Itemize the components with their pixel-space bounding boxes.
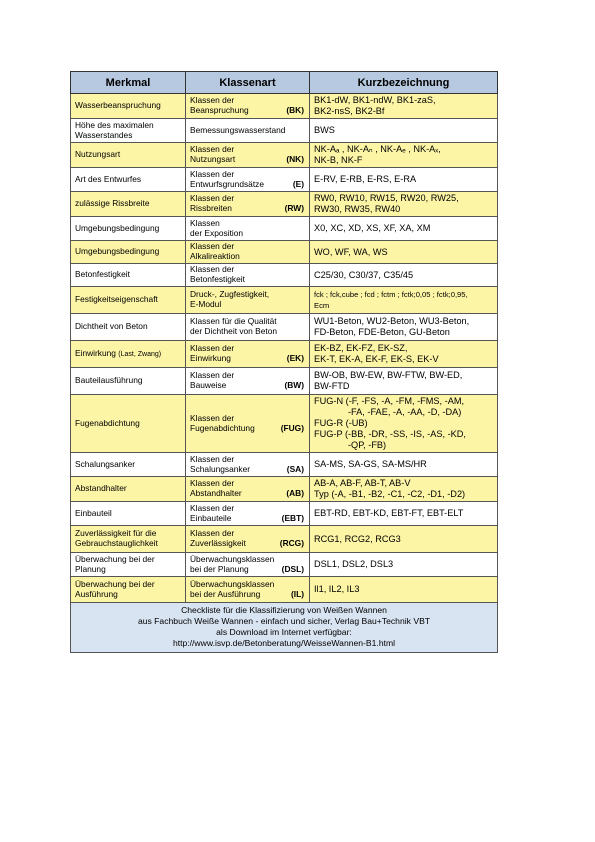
merkmal-cell bbox=[71, 341, 186, 368]
kurzbezeichnung-line: C25/30, C30/37, C35/45 bbox=[314, 269, 414, 280]
kurzbezeichnung-cell bbox=[310, 217, 498, 241]
kurzbezeichnung-line: NK-B, NK-F bbox=[314, 155, 363, 165]
kurzbezeichnung-cell bbox=[310, 264, 498, 287]
kurzbezeichnung-line: BK2-nsS, BK2-Bf bbox=[314, 106, 385, 116]
class-abbreviation: (RCG) bbox=[279, 538, 304, 548]
klassenart-line: Betonfestigkeit bbox=[190, 274, 245, 284]
klassenart-line: E-Modul bbox=[190, 299, 222, 309]
klassenart-line: Abstandhalter bbox=[190, 488, 242, 498]
class-abbreviation: (E) bbox=[292, 178, 304, 189]
header-merkmal: Merkmal bbox=[71, 72, 186, 94]
kurzbezeichnung-cell bbox=[310, 453, 498, 477]
klassenart-line: Klassen der bbox=[190, 478, 235, 489]
kurzbezeichnung-cell bbox=[310, 143, 498, 168]
klassenart-cell bbox=[186, 119, 310, 143]
kurzbezeichnung-cell bbox=[310, 502, 498, 526]
table-row bbox=[71, 287, 498, 314]
merkmal-text: Umgebungsbedingung bbox=[75, 246, 160, 257]
footer-line: als Download im Internet verfügbar: bbox=[216, 627, 352, 637]
klassenart-line: Klassen der bbox=[190, 95, 235, 106]
merkmal-cell bbox=[71, 94, 186, 119]
kurzbezeichnung-line: Typ (-A, -B1, -B2, -C1, -C2, -D1, -D2) bbox=[314, 489, 466, 499]
header-klassenart: Klassenart bbox=[186, 72, 310, 94]
klassenart-line: Bemessungswasserstand bbox=[190, 124, 286, 135]
kurzbezeichnung-cell bbox=[310, 94, 498, 119]
klassenart-cell bbox=[186, 241, 310, 264]
klassenart-line: Klassen der bbox=[190, 412, 235, 423]
kurzbezeichnung-cell bbox=[310, 192, 498, 217]
klassenart-cell bbox=[186, 94, 310, 119]
merkmal-cell bbox=[71, 143, 186, 168]
klassenart-cell bbox=[186, 217, 310, 241]
klassenart-line: bei der Planung bbox=[190, 563, 249, 574]
klassenart-line: Überwachungsklassen bbox=[190, 578, 275, 589]
table-row bbox=[71, 526, 498, 553]
klassenart-line: Rissbreiten bbox=[190, 203, 232, 213]
table-row bbox=[71, 395, 498, 453]
table-row bbox=[71, 453, 498, 477]
table-row bbox=[71, 264, 498, 287]
merkmal-cell bbox=[71, 217, 186, 241]
merkmal-text: Art des Entwurfes bbox=[75, 173, 142, 184]
kurzbezeichnung-line: RCG1, RCG2, RCG3 bbox=[314, 533, 401, 544]
table-row bbox=[71, 341, 498, 368]
klassenart-cell bbox=[186, 577, 310, 603]
table-row bbox=[71, 94, 498, 119]
table-row bbox=[71, 477, 498, 502]
table-row bbox=[71, 241, 498, 264]
klassenart-line: Einbauteile bbox=[190, 512, 232, 523]
merkmal-cell bbox=[71, 553, 186, 577]
merkmal-cell bbox=[71, 368, 186, 395]
klassenart-cell bbox=[186, 314, 310, 341]
table-header-row bbox=[71, 72, 498, 94]
kurzbezeichnung-line: -FA, -FAE, -A, -AA, -D, -DA) bbox=[348, 407, 462, 417]
klassenart-line: Druck-, Zugfestigkeit, bbox=[190, 289, 270, 300]
merkmal-cell bbox=[71, 577, 186, 603]
klassenart-cell bbox=[186, 341, 310, 368]
class-abbreviation: (DSL) bbox=[281, 563, 304, 574]
kurzbezeichnung-line: FUG-P (-BB, -DR, -SS, -IS, -AS, -KD, bbox=[314, 429, 466, 439]
klassenart-line: Alkalireaktion bbox=[190, 251, 240, 261]
merkmal-text: Abstandhalter bbox=[75, 483, 127, 494]
klassenart-line: Überwachungsklassen bbox=[190, 553, 275, 564]
klassenart-cell bbox=[186, 502, 310, 526]
merkmal-text: Überwachung bei der Ausführung bbox=[75, 578, 155, 599]
klassenart-line: Nutzungsart bbox=[190, 154, 236, 164]
kurzbezeichnung-line: DSL1, DSL2, DSL3 bbox=[314, 559, 394, 569]
kurzbezeichnung-cell bbox=[310, 341, 498, 368]
table-row bbox=[71, 314, 498, 341]
kurzbezeichnung-cell bbox=[310, 526, 498, 553]
checklist-footer bbox=[71, 603, 498, 653]
klassenart-line: Fugenabdichtung bbox=[190, 422, 255, 433]
kurzbezeichnung-cell bbox=[310, 287, 498, 314]
kurzbezeichnung-cell bbox=[310, 553, 498, 577]
class-abbreviation: (NK) bbox=[286, 154, 304, 164]
table-body bbox=[71, 94, 498, 603]
table-row bbox=[71, 192, 498, 217]
kurzbezeichnung-line: FUG-N (-F, -FS, -A, -FM, -FMS, -AM, bbox=[314, 396, 465, 406]
klassenart-line: Klassen der bbox=[190, 370, 235, 381]
klassenart-cell bbox=[186, 287, 310, 314]
kurzbezeichnung-line: EK-T, EK-A, EK-F, EK-S, EK-V bbox=[314, 354, 439, 364]
klassenart-line: Klassen der bbox=[190, 528, 235, 539]
klassenart-line: der Dichtheit von Beton bbox=[190, 326, 278, 336]
klassenart-line: Klassen der bbox=[190, 144, 235, 155]
merkmal-cell bbox=[71, 477, 186, 502]
class-abbreviation: (IL) bbox=[290, 588, 304, 599]
merkmal-cell bbox=[71, 502, 186, 526]
kurzbezeichnung-cell bbox=[310, 241, 498, 264]
klassenart-cell bbox=[186, 526, 310, 553]
klassenart-line: Klassen für die Qualität bbox=[190, 316, 277, 327]
class-abbreviation: (BK) bbox=[286, 105, 304, 115]
kurzbezeichnung-line: -QP, -FB) bbox=[348, 440, 387, 450]
merkmal-text: Wasserbeanspruchung bbox=[75, 100, 161, 111]
merkmal-text: Dichtheit von Beton bbox=[75, 321, 148, 332]
klassenart-cell bbox=[186, 553, 310, 577]
kurzbezeichnung-cell bbox=[310, 119, 498, 143]
klassenart-line: Klassen der bbox=[190, 453, 235, 464]
class-abbreviation: (FUG) bbox=[280, 422, 304, 433]
table-row bbox=[71, 368, 498, 395]
kurzbezeichnung-line: WO, WF, WA, WS bbox=[314, 246, 388, 257]
klassenart-line: Klassen bbox=[190, 217, 220, 228]
classification-table bbox=[70, 71, 498, 653]
klassenart-line: bei der Ausführung bbox=[190, 588, 261, 599]
kurzbezeichnung-line: AB-A, AB-F, AB-T, AB-V bbox=[314, 478, 411, 488]
merkmal-text: Festigkeitseigenschaft bbox=[75, 294, 158, 305]
table-row bbox=[71, 553, 498, 577]
merkmal-cell bbox=[71, 264, 186, 287]
merkmal-text: Einwirkung bbox=[75, 347, 116, 358]
class-abbreviation: (BW) bbox=[284, 380, 304, 390]
kurzbezeichnung-line: Ecm bbox=[314, 301, 330, 310]
kurzbezeichnung-cell bbox=[310, 577, 498, 603]
kurzbezeichnung-line: RW30, RW35, RW40 bbox=[314, 204, 401, 214]
table-row bbox=[71, 577, 498, 603]
merkmal-text: Umgebungsbedingung bbox=[75, 222, 160, 233]
kurzbezeichnung-line: E-RV, E-RB, E-RS, E-RA bbox=[314, 174, 417, 184]
merkmal-text: Bauteilausführung bbox=[75, 375, 143, 386]
merkmal-cell bbox=[71, 395, 186, 453]
kurzbezeichnung-cell bbox=[310, 477, 498, 502]
klassenart-line: Klassen der bbox=[190, 193, 235, 204]
klassenart-line: Bauweise bbox=[190, 380, 227, 390]
klassenart-cell bbox=[186, 143, 310, 168]
kurzbezeichnung-line: BW-OB, BW-EW, BW-FTW, BW-ED, bbox=[314, 370, 463, 380]
kurzbezeichnung-line: BW-FTD bbox=[314, 381, 350, 391]
class-abbreviation: (RW) bbox=[284, 203, 304, 213]
merkmal-text: Höhe des maximalen Wasserstandes bbox=[75, 119, 154, 140]
klassenart-line: Einwirkung bbox=[190, 353, 231, 363]
kurzbezeichnung-cell bbox=[310, 168, 498, 192]
klassenart-cell bbox=[186, 264, 310, 287]
klassenart-cell bbox=[186, 168, 310, 192]
klassenart-line: Entwurfsgrundsätze bbox=[190, 178, 265, 189]
kurzbezeichnung-line: SA-MS, SA-GS, SA-MS/HR bbox=[314, 459, 427, 469]
kurzbezeichnung-line: RW0, RW10, RW15, RW20, RW25, bbox=[314, 193, 459, 203]
klassenart-line: Klassen der bbox=[190, 241, 235, 252]
class-abbreviation: (EBT) bbox=[281, 512, 304, 523]
kurzbezeichnung-line: BWS bbox=[314, 125, 335, 135]
kurzbezeichnung-line: FD-Beton, FDE-Beton, GU-Beton bbox=[314, 327, 450, 337]
klassenart-line: Schalungsanker bbox=[190, 463, 251, 474]
merkmal-text: Fugenabdichtung bbox=[75, 417, 140, 428]
merkmal-note: (Last, Zwang) bbox=[118, 350, 162, 358]
header-kurzbezeichnung: Kurzbezeichnung bbox=[310, 72, 498, 94]
table-row bbox=[71, 217, 498, 241]
kurzbezeichnung-line: EK-BZ, EK-FZ, EK-SZ, bbox=[314, 343, 408, 353]
footer-line: aus Fachbuch Weiße Wannen - einfach und sicher, Verlag Bau+Technik VBT bbox=[137, 616, 431, 626]
klassenart-line: Beanspruchung bbox=[190, 105, 249, 115]
footer-line: Checkliste für die Klassifizierung von Weißen Wannen bbox=[181, 605, 387, 615]
klassenart-cell bbox=[186, 368, 310, 395]
kurzbezeichnung-line: WU1-Beton, WU2-Beton, WU3-Beton, bbox=[314, 316, 470, 326]
merkmal-text: Überwachung bei der Planung bbox=[75, 553, 155, 574]
kurzbezeichnung-line: Il1, IL2, IL3 bbox=[314, 584, 360, 594]
table-row bbox=[71, 119, 498, 143]
merkmal-text: Schalungsanker bbox=[75, 458, 136, 469]
merkmal-cell bbox=[71, 314, 186, 341]
table-row bbox=[71, 168, 498, 192]
klassenart-line: der Exposition bbox=[190, 227, 244, 238]
klassenart-line: Klassen der bbox=[190, 168, 235, 179]
class-abbreviation: (EK) bbox=[286, 353, 304, 363]
kurzbezeichnung-line: EBT-RD, EBT-KD, EBT-FT, EBT-ELT bbox=[314, 508, 464, 518]
merkmal-text: Einbauteil bbox=[75, 507, 112, 518]
merkmal-cell bbox=[71, 119, 186, 143]
klassenart-line: Klassen der bbox=[190, 502, 235, 513]
kurzbezeichnung-cell bbox=[310, 368, 498, 395]
kurzbezeichnung-line: X0, XC, XD, XS, XF, XA, XM bbox=[314, 223, 431, 233]
class-abbreviation: (SA) bbox=[286, 463, 304, 474]
merkmal-cell bbox=[71, 453, 186, 477]
footer-url: http://www.isvp.de/Betonberatung/WeisseWannen-B1.html bbox=[172, 638, 396, 648]
klassenart-cell bbox=[186, 395, 310, 453]
klassenart-cell bbox=[186, 453, 310, 477]
merkmal-cell bbox=[71, 168, 186, 192]
kurzbezeichnung-line: NK-Aₐ , NK-Aₙ , NK-Aₑ , NK-Aₓ, bbox=[314, 144, 441, 154]
kurzbezeichnung-line: BK1-dW, BK1-ndW, BK1-zaS, bbox=[314, 95, 436, 105]
merkmal-cell bbox=[71, 192, 186, 217]
kurzbezeichnung-cell bbox=[310, 314, 498, 341]
class-abbreviation: (AB) bbox=[286, 488, 304, 498]
klassenart-line: Klassen der bbox=[190, 343, 235, 354]
merkmal-text: zulässige Rissbreite bbox=[75, 198, 150, 209]
table-row bbox=[71, 143, 498, 168]
merkmal-text: Betonfestigkeit bbox=[75, 269, 130, 280]
klassenart-cell bbox=[186, 192, 310, 217]
merkmal-cell bbox=[71, 287, 186, 314]
merkmal-text: Nutzungsart bbox=[75, 149, 121, 160]
footer-row bbox=[71, 603, 498, 653]
kurzbezeichnung-line: fck ; fck,cube ; fcd ; fctm ; fctk;0,05 ; fctk;0,95, bbox=[314, 290, 468, 299]
merkmal-text: Zuverlässigkeit für die Gebrauchstauglichkeit bbox=[75, 528, 158, 548]
merkmal-cell bbox=[71, 241, 186, 264]
kurzbezeichnung-cell bbox=[310, 395, 498, 453]
kurzbezeichnung-line: FUG-R (-UB) bbox=[314, 418, 368, 428]
klassenart-line: Zuverlässigkeit bbox=[190, 538, 246, 548]
merkmal-cell bbox=[71, 526, 186, 553]
klassenart-line: Klassen der bbox=[190, 264, 235, 275]
klassenart-cell bbox=[186, 477, 310, 502]
table-row bbox=[71, 502, 498, 526]
